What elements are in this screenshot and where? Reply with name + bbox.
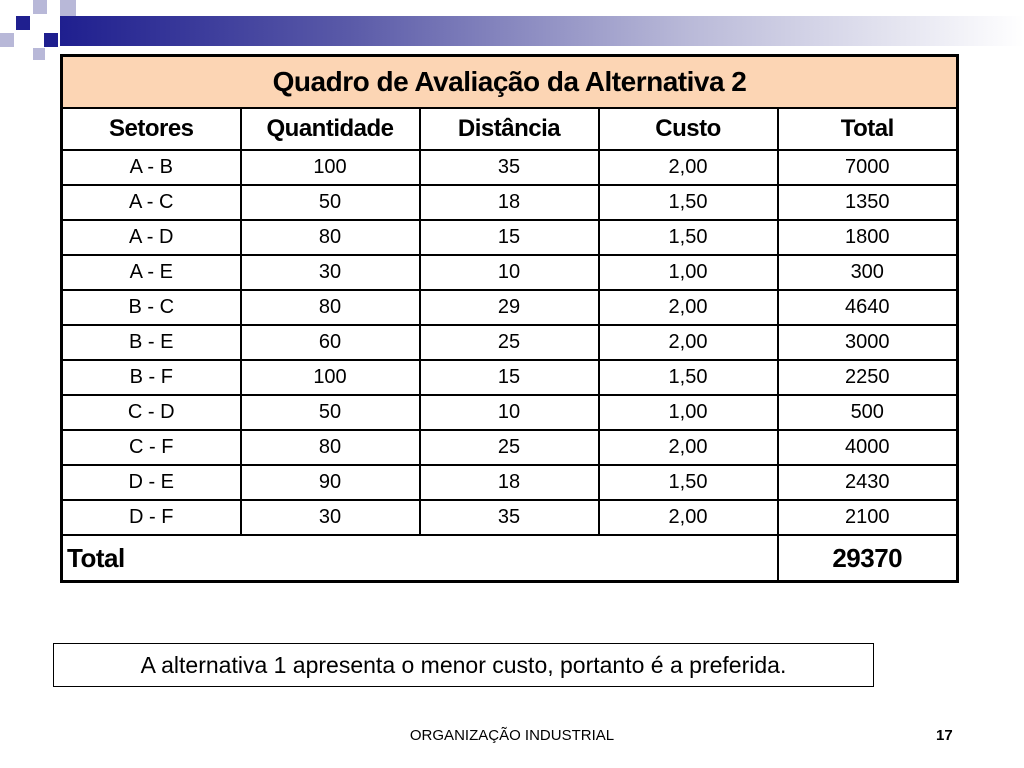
cell-custo: 2,00 [599,150,778,185]
cell-quantidade: 100 [241,360,420,395]
cell-setor: C - D [62,395,241,430]
evaluation-table [60,54,959,583]
decor-square-icon [16,16,30,30]
cell-total: 4000 [778,430,958,465]
cell-custo: 1,50 [599,360,778,395]
table-title: Quadro de Avaliação da Alternativa 2 [62,56,958,109]
cell-distancia: 15 [420,220,599,255]
decor-square-icon [0,33,14,47]
cell-custo: 2,00 [599,500,778,535]
cell-quantidade: 80 [241,220,420,255]
cell-quantidade: 30 [241,500,420,535]
decor-square-icon [44,33,58,47]
cell-quantidade: 90 [241,465,420,500]
cell-total: 3000 [778,325,958,360]
cell-distancia: 10 [420,255,599,290]
cell-custo: 2,00 [599,430,778,465]
cell-total: 300 [778,255,958,290]
table-row [62,500,958,535]
table-row [62,255,958,290]
column-header-custo: Custo [599,108,778,150]
header-gradient-bar [60,16,1024,46]
cell-quantidade: 50 [241,395,420,430]
cell-setor: B - C [62,290,241,325]
cell-custo: 2,00 [599,325,778,360]
cell-quantidade: 50 [241,185,420,220]
cell-setor: D - E [62,465,241,500]
table-row [62,360,958,395]
cell-setor: A - D [62,220,241,255]
decor-square-icon [60,0,76,16]
table-row [62,465,958,500]
cell-total: 4640 [778,290,958,325]
cell-total: 2430 [778,465,958,500]
table-row [62,325,958,360]
evaluation-table-container [60,54,956,602]
cell-setor: B - F [62,360,241,395]
cell-setor: A - E [62,255,241,290]
cell-total: 1800 [778,220,958,255]
cell-distancia: 25 [420,430,599,465]
table-row [62,220,958,255]
column-header-quantidade: Quantidade [241,108,420,150]
cell-distancia: 18 [420,465,599,500]
cell-custo: 1,00 [599,255,778,290]
table-total-row [62,535,958,582]
cell-total: 2100 [778,500,958,535]
table-row [62,430,958,465]
cell-setor: A - B [62,150,241,185]
total-label: Total [62,535,778,582]
footer-title: ORGANIZAÇÃO INDUSTRIAL [409,727,615,744]
cell-distancia: 35 [420,150,599,185]
cell-total: 7000 [778,150,958,185]
column-header-distancia: Distância [420,108,599,150]
table-row [62,395,958,430]
table-row [62,185,958,220]
cell-distancia: 15 [420,360,599,395]
page-number: 17 [936,727,953,744]
cell-total: 500 [778,395,958,430]
cell-quantidade: 100 [241,150,420,185]
cell-custo: 1,50 [599,465,778,500]
cell-setor: A - C [62,185,241,220]
cell-setor: B - E [62,325,241,360]
cell-total: 1350 [778,185,958,220]
cell-distancia: 10 [420,395,599,430]
decor-square-icon [33,0,47,14]
cell-setor: C - F [62,430,241,465]
cell-setor: D - F [62,500,241,535]
cell-distancia: 25 [420,325,599,360]
cell-quantidade: 80 [241,430,420,465]
cell-quantidade: 80 [241,290,420,325]
cell-total: 2250 [778,360,958,395]
total-value: 29370 [778,535,958,582]
column-header-total: Total [778,108,958,150]
table-row [62,150,958,185]
cell-quantidade: 60 [241,325,420,360]
decor-square-icon [33,48,45,60]
table-row [62,290,958,325]
column-header-setores: Setores [62,108,241,150]
cell-custo: 1,50 [599,185,778,220]
cell-custo: 1,00 [599,395,778,430]
cell-distancia: 35 [420,500,599,535]
conclusion-text-box: A alternativa 1 apresenta o menor custo, portanto é a preferida. [53,643,874,687]
cell-custo: 1,50 [599,220,778,255]
cell-quantidade: 30 [241,255,420,290]
cell-distancia: 29 [420,290,599,325]
cell-distancia: 18 [420,185,599,220]
cell-custo: 2,00 [599,290,778,325]
